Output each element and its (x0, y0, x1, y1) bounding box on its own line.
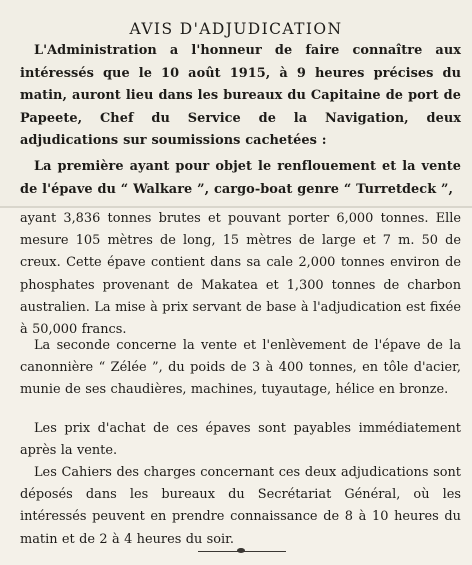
paragraph-payment: Les prix d'achat de ces épaves sont payables immédiatement après la vente. (20, 421, 461, 459)
end-rule-ornament (237, 548, 245, 553)
notice-title: AVIS D'ADJUDICATION (129, 20, 343, 39)
paragraph-first-wreck-intro: La première ayant pour objet le renflouement et la vente de l'épave du “ Walkare ”, cargo-boat genre “ Turretdeck ”, (20, 159, 461, 197)
paragraph-specifications: Les Cahiers des charges concernant ces deux adjudications sont déposés dans les bureaux du Secrétariat Général, où les intéressés peuvent en prendre connaissance de 8 à 10 heures du matin et de 2 à 4 heures du soir. (20, 465, 461, 547)
paragraph-first-wreck-details: ayant 3,836 tonnes brutes et pouvant porter 6,000 tonnes. Elle mesure 105 mètres de long, 15 mètres de large et 7 m. 50 de creux. Cette épave contient dans sa cale 2,000 tonnes environ de phosphates provenant de Makatea et 1,300 tonnes de charbon australien. La mise à prix servant de base à l'adjudication est fixée à 50,000 francs. (20, 211, 461, 338)
paragraph-second-wreck: La seconde concerne la vente et l'enlèvement de l'épave de la canonnière “ Zélée ”, du poids de 3 à 400 tonnes, en tôle d'acier, munie de ses chaudières, machines, tuyautage, hélice en bronze. (20, 338, 461, 398)
paragraph-announcement: L'Administration a l'honneur de faire connaître aux intéressés que le 10 août 1915, à 9 heures précises du matin, auront lieu dans les bureaux du Capitaine de port de Papeete, Chef du Service de la Navigation, deux adjudications sur soumissions cachetées : (20, 43, 461, 149)
